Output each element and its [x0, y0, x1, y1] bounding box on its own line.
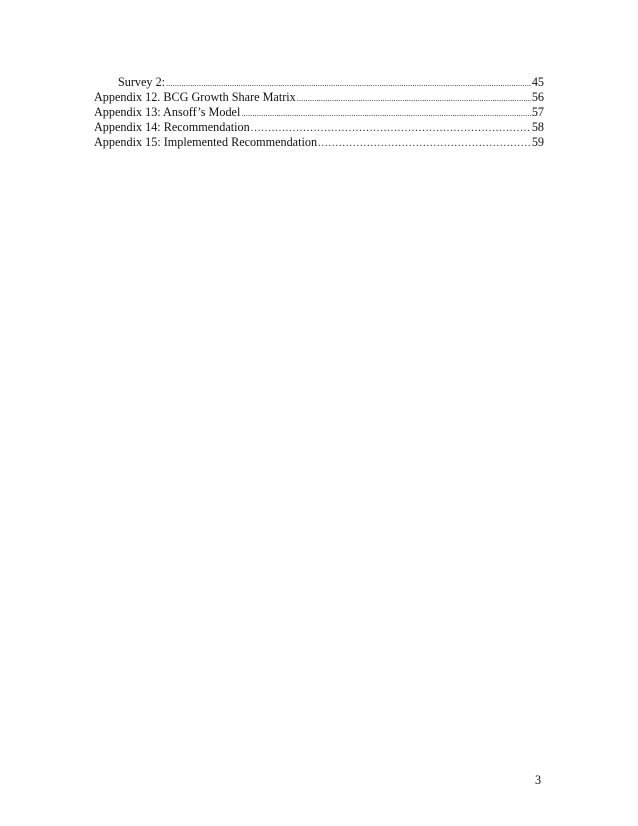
toc-entry-page: 45: [531, 75, 544, 89]
toc-entry-label: Appendix 12. BCG Growth Share Matrix: [94, 90, 296, 104]
toc-entry-label: Appendix 13: Ansoff’s Model: [94, 105, 241, 119]
toc-entry-label: Appendix 14: Recommendation: [94, 120, 250, 134]
toc-entry-appendix-13[interactable]: [94, 105, 544, 120]
toc-entry-appendix-12[interactable]: [94, 90, 544, 105]
toc-entry-label: Appendix 15: Implemented Recommendation: [94, 135, 318, 149]
toc-dot-leader: [166, 76, 531, 91]
toc-entry-appendix-15[interactable]: [94, 135, 544, 150]
toc-dot-leader: [241, 106, 530, 121]
toc-dot-leader: [297, 91, 531, 106]
toc-entry-page: 57: [531, 105, 544, 119]
toc-entry-page: 59: [531, 135, 544, 149]
toc-entry-page: 58: [531, 120, 544, 134]
toc-dot-leader: [318, 136, 531, 151]
toc-entry-page: 56: [531, 90, 544, 104]
toc-dot-leader: [251, 121, 531, 136]
table-of-contents: [94, 75, 544, 150]
toc-entry-label: Survey 2:: [118, 75, 166, 89]
page-number: 3: [535, 773, 542, 787]
toc-entry-survey-2[interactable]: [94, 75, 544, 90]
toc-entry-appendix-14[interactable]: [94, 120, 544, 135]
